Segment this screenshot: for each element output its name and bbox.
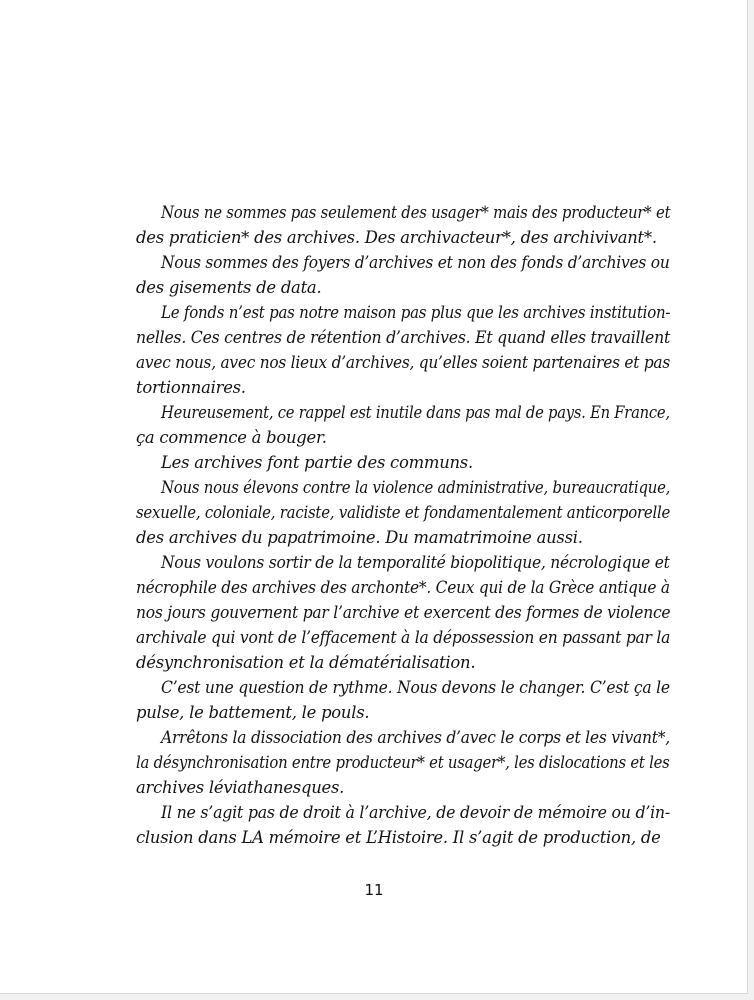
text-line: des archives du papatrimoine. Du mamatrimoine aussi. bbox=[136, 528, 583, 547]
text-line: des praticien* des archives. Des archivacteur*, des archivivant*. bbox=[136, 228, 657, 247]
text-line: nos jours gouvernent par l’archive et exercent des formes de violence bbox=[136, 603, 671, 622]
text-line: nécrophile des archives des archonte*. Ceux qui de la Grèce antique à bbox=[136, 578, 670, 597]
text-line: clusion dans LA mémoire et L’Histoire. Il s’agit de production, de bbox=[136, 828, 661, 847]
text-line: Nous voulons sortir de la temporalité biopolitique, nécrologique et bbox=[161, 553, 670, 572]
text-line: archives léviathanesques. bbox=[136, 778, 345, 797]
text-line: Il ne s’agit pas de droit à l’archive, de devoir de mémoire ou d’in- bbox=[161, 803, 670, 822]
text-line: désynchronisation et la dématérialisation. bbox=[136, 653, 476, 672]
text-line: tortionnaires. bbox=[136, 378, 246, 397]
text-line: C’est une question de rythme. Nous devons le changer. C’est ça le bbox=[161, 678, 670, 697]
text-line: Arrêtons la dissociation des archives d’avec le corps et les vivant*, bbox=[161, 728, 671, 747]
text-line: Les archives font partie des communs. bbox=[161, 453, 473, 472]
text-line: archivale qui vont de l’effacement à la dépossession en passant par la bbox=[136, 628, 671, 647]
text-line: Nous nous élevons contre la violence administrative, bureaucratique, bbox=[161, 478, 671, 497]
page-number: 11 bbox=[364, 881, 384, 899]
page-edge-shadow bbox=[0, 994, 754, 1000]
text-line: Nous sommes des foyers d’archives et non des fonds d’archives ou bbox=[161, 253, 670, 272]
text-line: des gisements de data. bbox=[136, 278, 322, 297]
text-line: avec nous, avec nos lieux d’archives, qu’elles soient partenaires et pas bbox=[136, 353, 670, 372]
text-line: ça commence à bouger. bbox=[136, 428, 327, 447]
page-edge-shadow bbox=[748, 0, 754, 1000]
text-line: Nous ne sommes pas seulement des usager* mais des producteur* et bbox=[161, 203, 671, 222]
text-line: pulse, le battement, le pouls. bbox=[136, 703, 370, 722]
text-line: Le fonds n’est pas notre maison pas plus que les archives institution- bbox=[161, 303, 671, 322]
text-line: nelles. Ces centres de rétention d’archives. Et quand elles travaillent bbox=[136, 328, 671, 347]
text-line: la désynchronisation entre producteur* et usager*, les dislocations et les bbox=[136, 753, 670, 772]
text-line: Heureusement, ce rappel est inutile dans pas mal de pays. En France, bbox=[161, 403, 670, 422]
text-line: sexuelle, coloniale, raciste, validiste et fondamentalement anticorporelle bbox=[136, 503, 671, 522]
